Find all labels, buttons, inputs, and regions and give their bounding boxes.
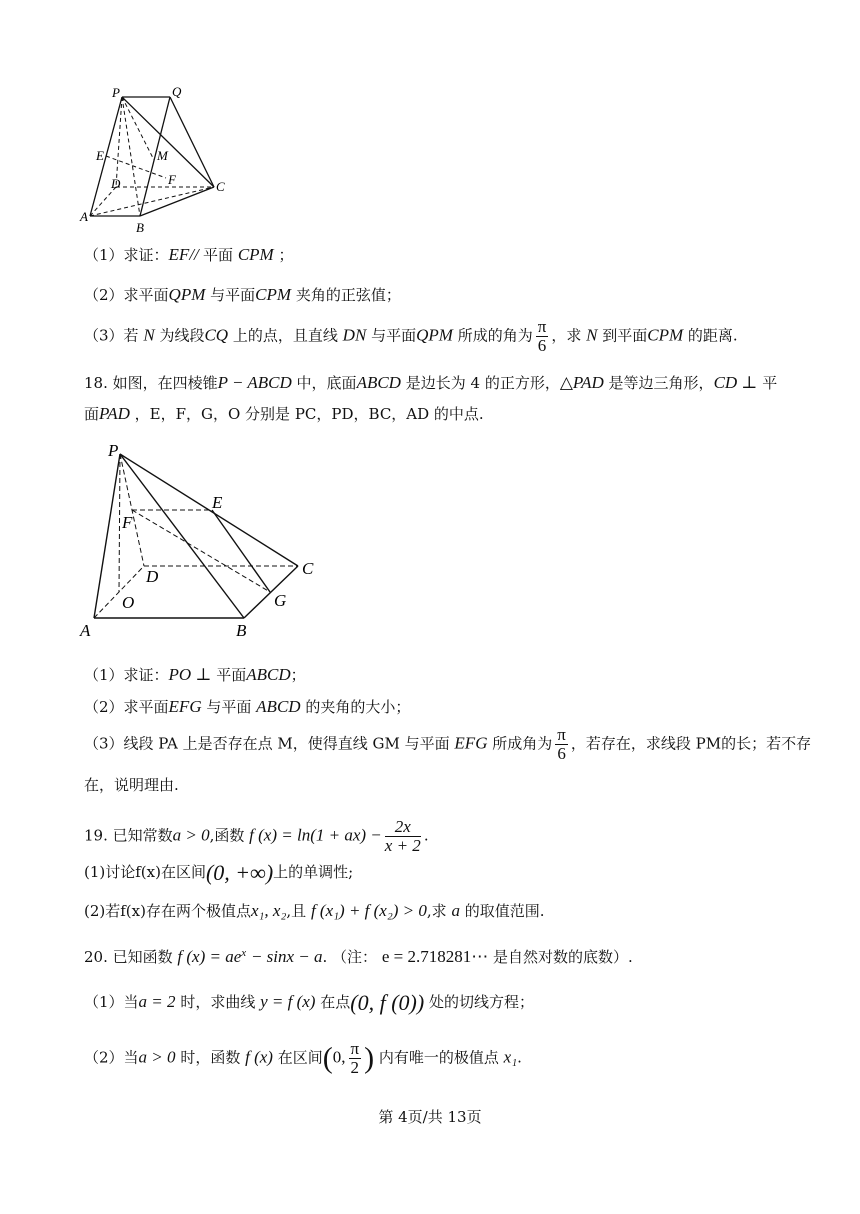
label-F: F (122, 513, 133, 532)
q19-stem: 19. 已知常数a > 0,函数 f (x) = ln(1 + ax) − $\frac{2x}{x + 2}$ . (84, 817, 429, 855)
label-G: G (274, 591, 287, 610)
fraction-2x-over-x-plus-2: $\frac{2x}{x + 2}$ (384, 817, 421, 855)
fraction-pi-6: $\frac{\pi}{6}$ (557, 725, 566, 763)
label-B: B (136, 220, 144, 235)
label-O: O (122, 593, 135, 612)
page-footer: 第 4页/共 13页 (378, 1108, 482, 1126)
label-F: F (168, 172, 176, 187)
q17-part2: （2）求平面QPM 与平面CPM 夹角的正弦值； (84, 285, 401, 304)
label-C: C (216, 179, 225, 194)
label-B: B (236, 621, 247, 640)
q18-stem-line1: 18. 如图，在四棱锥P − ABCD 中，底面ABCD 是边长为 4 的正方形，△PAD 是等边三角形，CD ⊥ 平 (84, 373, 778, 392)
figure-18-pyramid (76, 436, 326, 646)
label-P: P (108, 441, 119, 460)
q20-stem: 20. 已知函数 f $(x) = ae^x - \sin x - a$. （注： e = 2.718281⋯ 是自然对数的底数）. (84, 947, 633, 966)
q18-part1: （1）求证：PO ⊥ 平面ABCD； (84, 665, 306, 684)
label-P: P (112, 85, 120, 100)
label-Q: Q (172, 84, 182, 99)
figure-17-pyramid (78, 82, 238, 238)
label-M: M (157, 148, 168, 163)
q18-part3-cont: 在，说明理由. (84, 776, 179, 794)
label-A: A (80, 209, 88, 224)
q19-part2: (2)若f(x)存在两个极值点x₁, x₂,且 f (x₁) + f (x₂) > 0,求 a 的取值范围. (84, 901, 545, 920)
q17-part3: （3）若 N 为线段CQ 上的点，且直线 DN 与平面QPM 所成的角为 $\frac{\pi}{6}$ ，求 N 到平面CPM 的距离. (84, 317, 738, 355)
fraction-pi-6: $\frac{\pi}{6}$ (537, 317, 547, 355)
q20-part1: （1）当a = 2 时，求曲线 y = f (x) 在点(0, f (0)) 处的切线方程； (84, 990, 534, 1015)
q18-stem-line2: 面PAD ，E，F，G，O 分别是 PC，PD，BC，AD 的中点. (84, 404, 484, 423)
fraction-pi-2: $\frac{\pi}{2}$ (350, 1039, 360, 1077)
label-A: A (80, 621, 91, 640)
label-D: D (111, 176, 121, 191)
label-D: D (146, 567, 159, 586)
q18-part3: （3）线段 PA 上是否存在点 M，使得直线 GM 与平面 EFG 所成角为 $\frac{\pi}{6}$ ，若存在，求线段 PM的长；若不存 (84, 725, 812, 763)
q18-part2: （2）求平面EFG 与平面 ABCD 的夹角的大小； (84, 697, 411, 716)
q17-part1: （1）求证：EF// 平面 CPM ； (84, 245, 294, 264)
label-E: E (96, 148, 104, 163)
q19-part1: (1)讨论f(x)在区间(0, +∞)上的单调性; (84, 860, 354, 885)
label-E: E (212, 493, 223, 512)
label-C: C (302, 559, 314, 578)
q20-part2: （2）当a > 0 时，函数 f (x) 在区间(0, $\frac{\pi}{2}$ ) 内有唯一的极值点 x₁. (84, 1039, 522, 1077)
